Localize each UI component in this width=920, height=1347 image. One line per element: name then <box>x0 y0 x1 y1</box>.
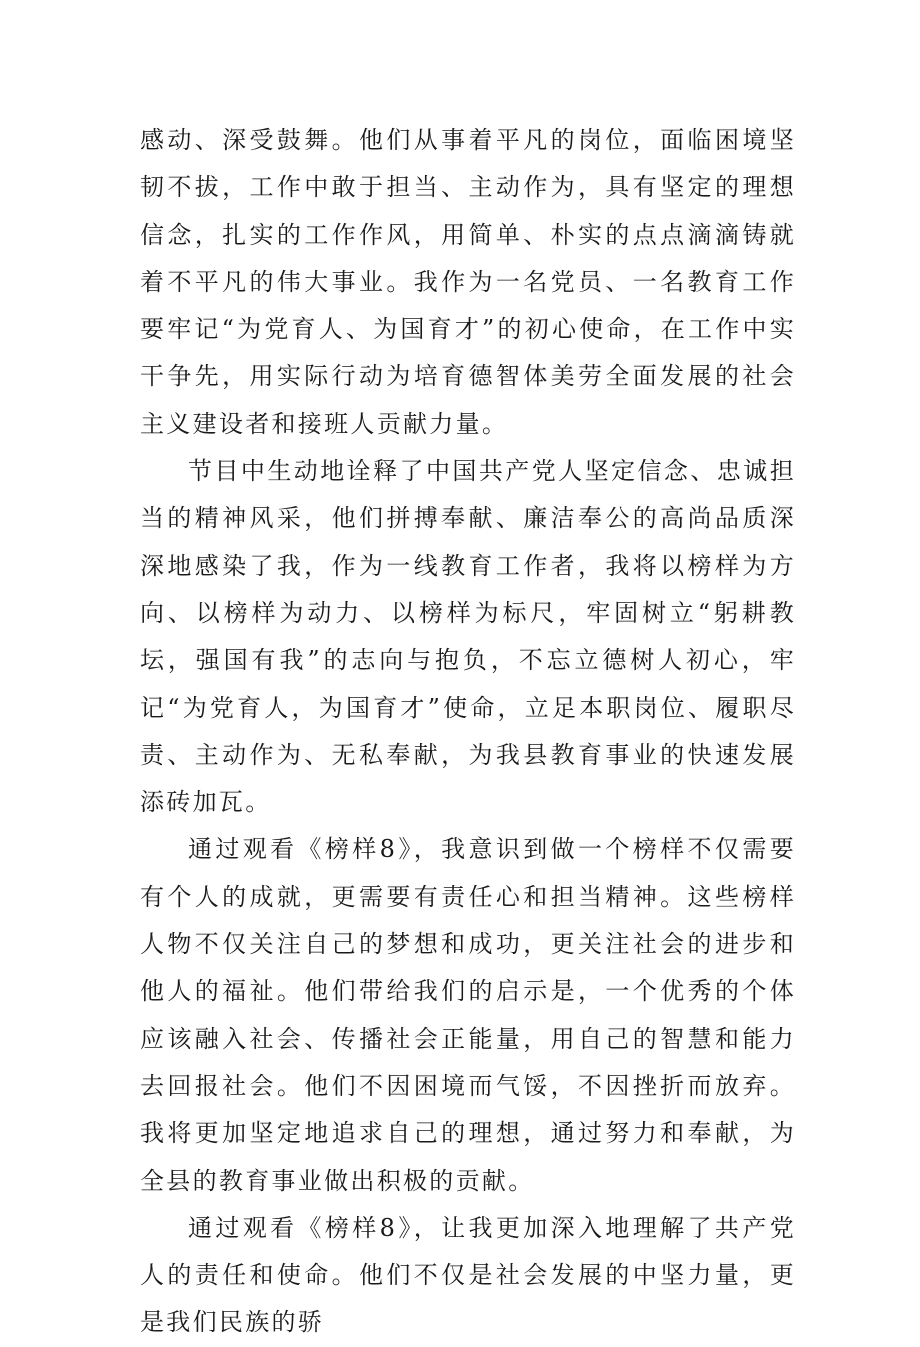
paragraph-1: 感动、深受鼓舞。他们从事着平凡的岗位，面临困境坚韧不拔，工作中敢于担当、主动作为，具有坚定的理想信念，扎实的工作作风，用简单、朴实的点点滴滴铸就着不平凡的伟大事业。我作为一名党员、一名教育工作要牢记“为党育人、为国育才”的初心使命，在工作中实干争先，用实际行动为培育德智体美劳全面发展的社会主义建设者和接班人贡献力量。 <box>140 126 796 438</box>
paragraph-2: 节目中生动地诠释了中国共产党人坚定信念、忠诚担当的精神风采，他们拼搏奉献、廉洁奉公的高尚品质深深地感染了我，作为一线教育工作者，我将以榜样为方向、以榜样为动力、以榜样为标尺，牢固树立“躬耕教坛，强国有我”的志向与抱负，不忘立德树人初心，牢记“为党育人，为国育才”使命，立足本职岗位、履职尽责、主动作为、无私奉献，为我县教育事业的快速发展添砖加瓦。 <box>140 457 796 817</box>
document-body <box>140 117 796 1347</box>
paragraph-3: 通过观看《榜样8》，我意识到做一个榜样不仅需要有个人的成就，更需要有责任心和担当精神。这些榜样人物不仅关注自己的梦想和成功，更关注社会的进步和他人的福祉。他们带给我们的启示是，一个优秀的个体应该融入社会、传播社会正能量，用自己的智慧和能力去回报社会。他们不因困境而气馁，不因挫折而放弃。我将更加坚定地追求自己的理想，通过努力和奉献，为全县的教育事业做出积极的贡献。 <box>140 835 796 1195</box>
paragraph-4: 通过观看《榜样8》，让我更加深入地理解了共产党人的责任和使命。他们不仅是社会发展的中坚力量，更是我们民族的骄 <box>140 1213 796 1337</box>
